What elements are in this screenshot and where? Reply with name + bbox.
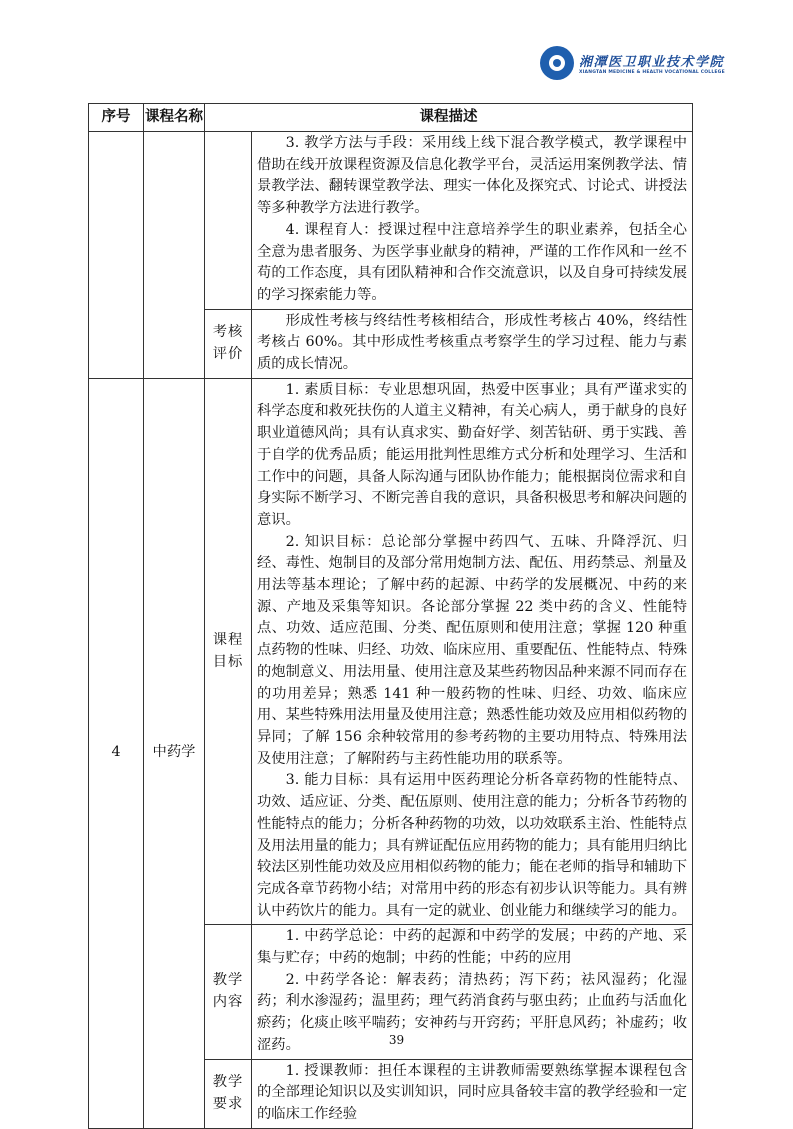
- college-seal-icon: [540, 46, 574, 80]
- table-row: [89, 132, 693, 310]
- table-row: [89, 378, 693, 925]
- header-course-description: 课程描述: [205, 104, 693, 132]
- content-label: 教学内容: [205, 925, 252, 1059]
- assessment-label: 考核评价: [205, 309, 252, 378]
- logo-english-name: XIANGTAN MEDICINE & HEALTH VOCATIONAL COLLEGE: [579, 70, 725, 75]
- goals-description: [252, 378, 693, 925]
- assessment-description: [252, 309, 693, 378]
- paragraph: 1. 素质目标：专业思想巩固，热爱中医事业；具有严谨求实的科学态度和救死扶伤的人道主义精神，有关心病人，勇于献身的良好职业道德风尚；具有认真求实、勤奋好学、刻苦钻研、勇于实践、善于自学的优秀品质；能运用批判性思维方式分析和处理学习、生活和工作中的问题，具备人际沟通与团队协作能力；能根据岗位需求和自身实际不断学习、不断完善自我的意识，具备积极思考和解决问题的意识。: [257, 381, 687, 528]
- paragraph: 3. 能力目标：具有运用中医药理论分析各章药物的性能特点、功效、适应证、分类、配伍原则、使用注意的能力；分析各节药物的性能特点的能力；分析各种药物的功效，以功效联系主治、性能特点及用法用量的能力；具有辨证配伍应用药物的能力；具有能用归纳比较法区别性能功效及应用相似药物的能力；能在老师的指导和辅助下完成各章节药物小结；对常用中药的形态有初步认识等能力。具有辨认中药饮片的能力。具有一定的就业、创业能力和继续学习的能力。: [257, 772, 687, 919]
- methods-description: [252, 132, 693, 310]
- table-header-row: [89, 104, 693, 132]
- sub-label-cell: [205, 132, 252, 310]
- course-number: 4: [89, 378, 144, 1128]
- course-table: [88, 103, 693, 1129]
- paragraph: 3. 教学方法与手段：采用线上线下混合教学模式，教学课程中借助在线开放课程资源及信息化教学平台，灵活运用案例教学法、情景教学法、翻转课堂教学法、理实一体化及探究式、讨论式、讲授法等多种教学方法进行教学。: [257, 135, 687, 217]
- requirements-label: 教学要求: [205, 1059, 252, 1128]
- college-logo: [540, 46, 725, 80]
- logo-chinese-name: 湘潭医卫职业技术学院: [579, 55, 725, 70]
- header-number: 序号: [89, 104, 144, 132]
- requirements-description: [252, 1059, 693, 1128]
- row-course-name-cell: [144, 132, 205, 379]
- paragraph: 2. 中药学各论：解表药；清热药；泻下药；祛风湿药；化湿药；利水渗湿药；温里药；理气药消食药与驱虫药；止血药与活血化瘀药；化痰止咳平喘药；安神药与开窍药；平肝息风药；补虚药；收涩药。: [257, 971, 687, 1053]
- row-number-cell: [89, 132, 144, 379]
- paragraph: 1. 授课教师：担任本课程的主讲教师需要熟练掌握本课程包含的全部理论知识以及实训知识，同时应具备较丰富的教学经验和一定的临床工作经验: [257, 1062, 687, 1122]
- page-number: 39: [388, 1033, 405, 1047]
- paragraph: 2. 知识目标：总论部分掌握中药四气、五味、升降浮沉、归经、毒性、炮制目的及部分常用炮制方法、配伍、用药禁忌、剂量及用法等基本理论；了解中药的起源、中药学的发展概况、中药的来源、产地及采集等知识。各论部分掌握 22 类中药的含义、性能特点、功效、适应范围、分类、配伍原则和使用注意；掌握 120 种重点药物的性味、归经、功效、临床应用、重要配伍、性能特点、特殊的炮制意义、用法用量、使用注意及某些药物因品种来源不同而存在的功用差异；熟悉 141 种一般药物的性味、归经、功效、临床应用、某些特殊用法用量及使用注意；熟悉性能功效及应用相似药物的异同；了解 156 余种较常用的参考药物的主要功用特点、特殊用法及使用注意；了解附药与主药性能功用的联系等。: [257, 533, 687, 767]
- goals-label: 课程目标: [205, 378, 252, 925]
- course-name: 中药学: [144, 378, 205, 1128]
- paragraph: 4. 课程育人：授课过程中注意培养学生的职业素养，包括全心全意为患者服务、为医学事业献身的精神，严谨的工作作风和一丝不苟的工作态度，具有团队精神和合作交流意识，以及自身可持续发展的学习探索能力等。: [257, 221, 687, 303]
- header-course-name: 课程名称: [144, 104, 205, 132]
- paragraph: 1. 中药学总论：中药的起源和中药学的发展；中药的产地、采集与贮存；中药的炮制；中药的性能；中药的应用: [257, 928, 687, 967]
- paragraph: 形成性考核与终结性考核相结合，形成性考核占 40%，终结性考核占 60%。其中形成性考核重点考察学生的学习过程、能力与素质的成长情况。: [257, 312, 687, 373]
